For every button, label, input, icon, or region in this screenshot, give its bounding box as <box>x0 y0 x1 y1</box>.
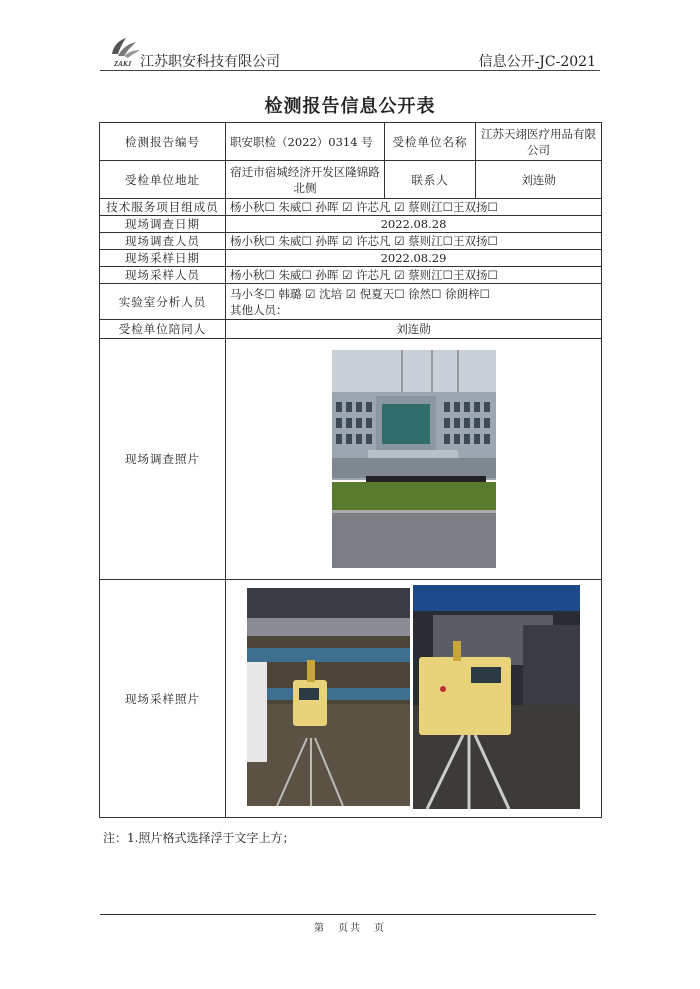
escort-label: 受检单位陪同人 <box>100 320 226 339</box>
address-label: 受检单位地址 <box>100 161 226 199</box>
contact-value: 刘连勋 <box>476 161 602 199</box>
survey-date-label: 现场调查日期 <box>100 216 226 233</box>
page-header <box>100 34 600 71</box>
lab-staff-value: 马小冬☐ 韩璐 ☑ 沈培 ☑ 倪夏天☐ 徐然☐ 徐朗梓☐ <box>230 286 490 301</box>
survey-photo-cell <box>226 339 602 580</box>
unit-name-value: 江苏天翊医疗用品有限公司 <box>476 123 602 161</box>
table-row <box>100 284 602 320</box>
lab-staff-others: 其他人员： <box>230 302 288 317</box>
document-id: 信息公开-JC-2021 <box>478 54 596 70</box>
report-no-value: 职安职检（2022）0314 号 <box>226 123 385 161</box>
report-no-label: 检测报告编号 <box>100 123 226 161</box>
survey-staff-label: 现场调查人员 <box>100 233 226 250</box>
footer-rule <box>100 914 596 915</box>
table-row <box>100 216 602 233</box>
team-label: 技术服务项目组成员 <box>100 199 226 216</box>
escort-value: 刘连勋 <box>226 320 602 339</box>
sample-photo-cell <box>226 580 602 818</box>
survey-date-value: 2022.08.28 <box>226 216 602 233</box>
survey-photo-label: 现场调查照片 <box>100 339 226 580</box>
table-row <box>100 580 602 818</box>
company-logo <box>104 34 144 68</box>
table-row <box>100 233 602 250</box>
survey-photo <box>332 350 496 568</box>
sample-date-label: 现场采样日期 <box>100 250 226 267</box>
sample-photo-2 <box>413 585 580 809</box>
logo-text: ZAKJ <box>114 60 132 68</box>
team-value: 杨小秋☐ 朱威☐ 孙晖 ☑ 许芯凡 ☑ 蔡则江☐王双扬☐ <box>226 199 602 216</box>
footnote: 注：1.照片格式选择浮于文字上方； <box>103 831 295 845</box>
table-row <box>100 161 602 199</box>
info-table <box>99 122 602 818</box>
table-row <box>100 320 602 339</box>
lab-staff-cell <box>226 284 602 320</box>
sample-photo-label: 现场采样照片 <box>100 580 226 818</box>
lab-staff-label: 实验室分析人员 <box>100 284 226 320</box>
table-row <box>100 199 602 216</box>
sample-staff-value: 杨小秋☐ 朱威☐ 孙晖 ☑ 许芯凡 ☑ 蔡则江☐王双扬☐ <box>226 267 602 284</box>
table-row <box>100 267 602 284</box>
survey-staff-value: 杨小秋☐ 朱威☐ 孙晖 ☑ 许芯凡 ☑ 蔡则江☐王双扬☐ <box>226 233 602 250</box>
sample-staff-label: 现场采样人员 <box>100 267 226 284</box>
contact-label: 联系人 <box>385 161 476 199</box>
page-title: 检测报告信息公开表 <box>264 96 436 117</box>
sample-date-value: 2022.08.29 <box>226 250 602 267</box>
table-row <box>100 250 602 267</box>
unit-name-label: 受检单位名称 <box>385 123 476 161</box>
table-row <box>100 123 602 161</box>
company-name: 江苏职安科技有限公司 <box>140 54 280 70</box>
address-value: 宿迁市宿城经济开发区隆锦路北侧 <box>226 161 385 199</box>
sample-photo-1 <box>247 588 410 806</box>
table-row <box>100 339 602 580</box>
page-number: 第 页共 页 <box>314 923 386 934</box>
